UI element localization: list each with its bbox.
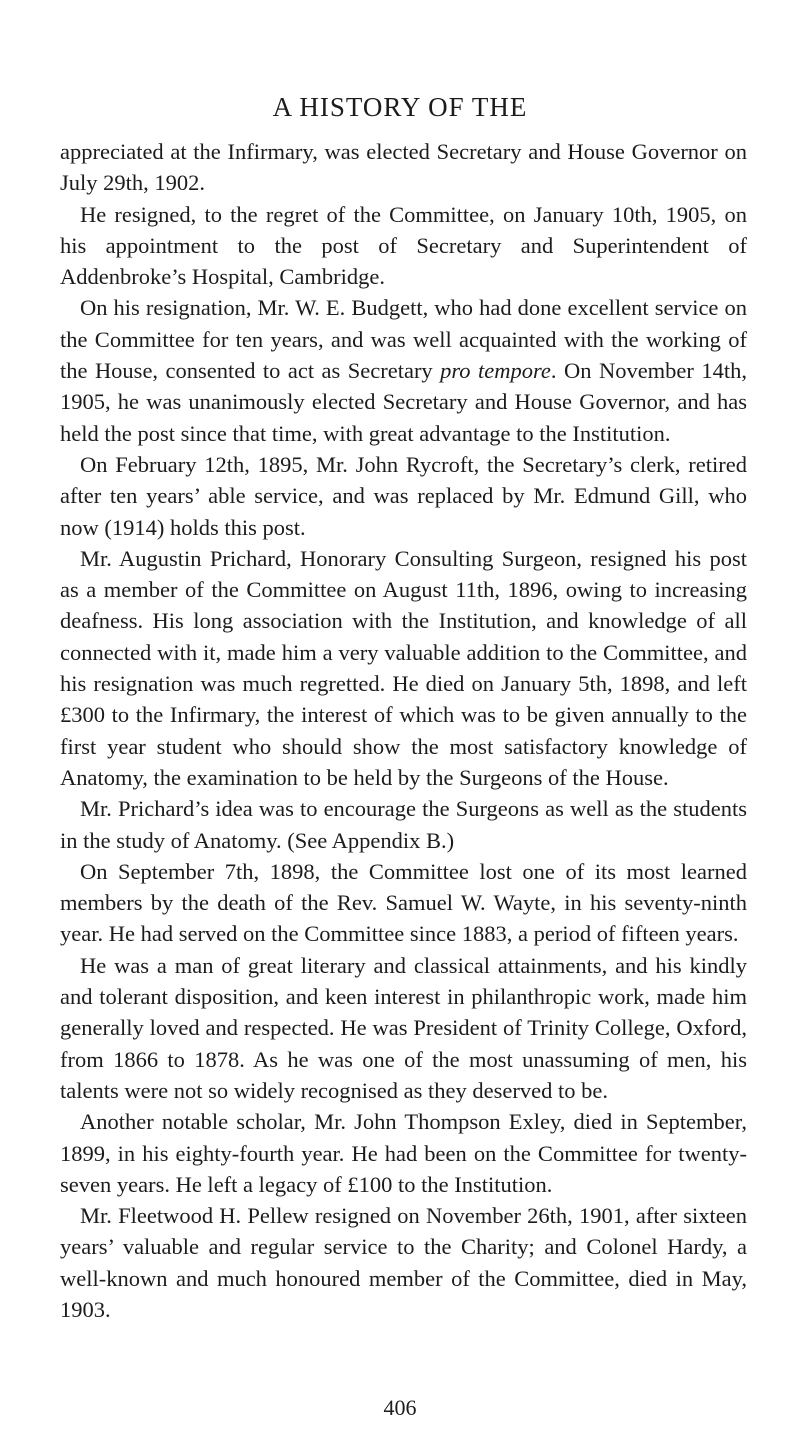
- paragraph: Mr. Augustin Prichard, Honorary Consulting Surgeon, resigned his post as a member of the Committee on August 11th, 1896, owing to increasing deafness. His long association with the Institution, and knowledge of all connected with it, made him a very valuable addition to the Committee, and his resignation was much regretted. He died on January 5th, 1898, and left £300 to the Infirmary, the interest of which was to be given annually to the first year student who should show the most satisfactory knowledge of Anatomy, the examination to be held by the Surgeons of the House.: [60, 545, 747, 790]
- paragraph: On September 7th, 1898, the Committee lost one of its most learned members by the death of the Rev. Samuel W. Wayte, in his seventy-ninth year. He had served on the Committee since 1883, a period of fifteen years.: [60, 858, 747, 947]
- paragraph-continued: appreciated at the Infirmary, was elected Secretary and House Governor on July 29th, 1902.: [60, 139, 747, 196]
- page-number: 406: [383, 1395, 417, 1420]
- italic-phrase: pro tempore: [440, 358, 551, 384]
- paragraph: Mr. Fleetwood H. Pellew resigned on November 26th, 1901, after sixteen years’ valuable and regular service to the Charity; and Colonel Hardy, a well-known and much honoured member of the Committee, died in May, 1903.: [60, 1203, 747, 1322]
- paragraph: On his resignation, Mr. W. E. Budgett, who had done excellent service on the Committee for ten years, and was well acquainted with the working of the House, consented to act as Secretary pro tempore. On November 14th, 1905, he was unanimously elected Secretary and House Governor, and has held the post since that time, with great advantage to the Institution.: [60, 295, 747, 446]
- paragraph: Mr. Prichard’s idea was to encourage the Surgeons as well as the students in the study of Anatomy. (See Appendix B.): [60, 796, 747, 853]
- paragraph: On February 12th, 1895, Mr. John Rycroft, the Secretary’s clerk, retired after ten years’ able service, and was replaced by Mr. Edmund Gill, who now (1914) holds this post.: [60, 451, 747, 540]
- paragraph: He was a man of great literary and classical attainments, and his kindly and tolerant disposition, and keen interest in philanthropic work, made him generally loved and respected. He was President of Trinity College, Oxford, from 1866 to 1878. As he was one of the most unassuming of men, his talents were not so widely recognised as they deserved to be.: [60, 952, 747, 1103]
- body-text: [60, 136, 747, 1325]
- running-head: A HISTORY OF THE: [272, 92, 528, 122]
- paragraph: He resigned, to the regret of the Committee, on January 10th, 1905, on his appointment to the post of Secretary and Superintendent of Addenbroke’s Hospital, Cambridge.: [60, 201, 747, 290]
- paragraph: Another notable scholar, Mr. John Thompson Exley, died in September, 1899, in his eighty-fourth year. He had been on the Committee for twenty-seven years. He left a legacy of £100 to the Institution.: [60, 1109, 747, 1197]
